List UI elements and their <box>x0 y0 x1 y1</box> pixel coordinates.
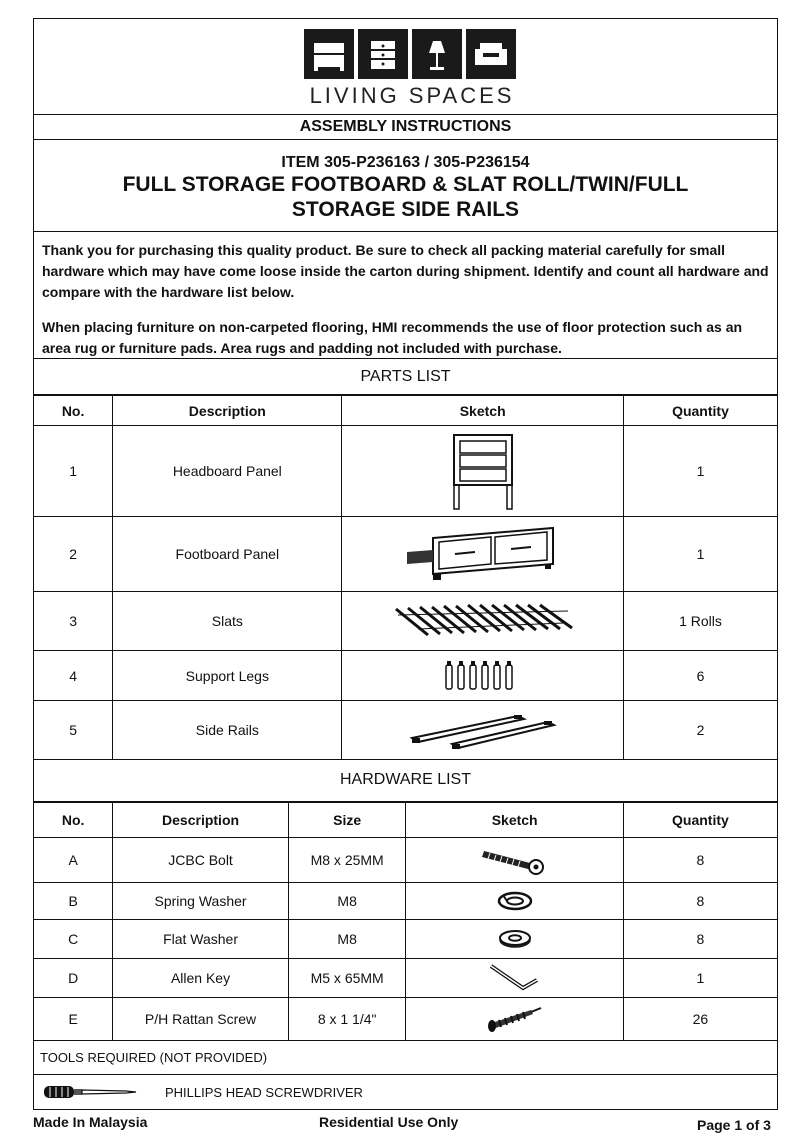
footboard-icon <box>342 517 624 592</box>
table-row <box>34 592 777 651</box>
part-quantity: 1 <box>623 426 777 517</box>
support-legs-icon <box>342 651 624 701</box>
bolt-icon <box>406 838 623 883</box>
screw-icon <box>406 998 623 1041</box>
col-quantity: Quantity <box>623 396 777 426</box>
hardware-quantity: 8 <box>623 920 777 959</box>
hardware-no: C <box>34 920 113 959</box>
bed-icon <box>304 29 354 79</box>
headboard-icon <box>342 426 624 517</box>
intro-text <box>34 232 777 359</box>
hardware-description: JCBC Bolt <box>113 838 289 883</box>
table-row <box>34 959 777 998</box>
table-row <box>34 517 777 592</box>
footer-origin: Made In Malaysia <box>33 1114 148 1130</box>
allen-key-icon <box>406 959 623 998</box>
hardware-quantity: 8 <box>623 838 777 883</box>
col-description: Description <box>113 396 342 426</box>
part-description: Slats <box>113 592 342 651</box>
intro-paragraph-1: Thank you for purchasing this quality product. Be sure to check all packing material carefully for small hardware which may have come loose inside the carton during shipment. Identify and count all hardware and compare with the hardware list below. <box>42 242 769 300</box>
armchair-icon <box>466 29 516 79</box>
table-row <box>34 651 777 701</box>
col-sketch: Sketch <box>406 803 623 838</box>
footer-use: Residential Use Only <box>319 1114 459 1130</box>
part-quantity: 1 Rolls <box>623 592 777 651</box>
brand-header <box>34 19 777 115</box>
hardware-description: P/H Rattan Screw <box>113 998 289 1041</box>
tools-required-heading: TOOLS REQUIRED (NOT PROVIDED) <box>34 1040 777 1075</box>
parts-header-row <box>34 396 777 426</box>
part-no: 5 <box>34 701 113 760</box>
hardware-size: M5 x 65MM <box>288 959 406 998</box>
hardware-description: Spring Washer <box>113 883 289 920</box>
hardware-quantity: 8 <box>623 883 777 920</box>
instruction-sheet <box>33 18 778 1110</box>
part-description: Footboard Panel <box>113 517 342 592</box>
parts-table <box>34 395 777 760</box>
hardware-no: D <box>34 959 113 998</box>
item-heading <box>34 140 777 232</box>
slats-icon <box>342 592 624 651</box>
spring-washer-icon <box>406 883 623 920</box>
screwdriver-icon <box>42 1082 138 1102</box>
hardware-size: 8 x 1 1/4" <box>288 998 406 1041</box>
col-quantity: Quantity <box>623 803 777 838</box>
intro-paragraph-2: When placing furniture on non-carpeted flooring, HMI recommends the use of floor protection such as an area rug or furniture pads. Area rugs and padding not included with purchase. <box>42 319 743 356</box>
brand-logo <box>304 29 516 79</box>
hardware-header-row <box>34 803 777 838</box>
col-sketch: Sketch <box>342 396 624 426</box>
product-name-line1: FULL STORAGE FOOTBOARD & SLAT ROLL/TWIN/FULL <box>122 173 689 196</box>
part-quantity: 2 <box>623 701 777 760</box>
side-rails-icon <box>342 701 624 760</box>
col-description: Description <box>113 803 289 838</box>
flat-washer-icon <box>406 920 623 959</box>
part-no: 1 <box>34 426 113 517</box>
hardware-description: Allen Key <box>113 959 289 998</box>
table-row <box>34 426 777 517</box>
table-row <box>34 920 777 959</box>
hardware-table <box>34 802 777 1041</box>
part-description: Support Legs <box>113 651 342 701</box>
document-title: ASSEMBLY INSTRUCTIONS <box>34 115 777 140</box>
hardware-no: E <box>34 998 113 1041</box>
nightstand-icon <box>358 29 408 79</box>
parts-list-heading: PARTS LIST <box>34 359 777 395</box>
part-no: 3 <box>34 592 113 651</box>
brand-name: LIVING SPACES <box>309 83 515 108</box>
tool-name: PHILLIPS HEAD SCREWDRIVER <box>165 1085 363 1100</box>
item-number: ITEM 305-P236163 / 305-P236154 <box>281 154 530 171</box>
hardware-size: M8 <box>288 920 406 959</box>
tool-item <box>34 1075 777 1109</box>
part-description: Headboard Panel <box>113 426 342 517</box>
part-no: 2 <box>34 517 113 592</box>
col-size: Size <box>288 803 406 838</box>
table-row <box>34 883 777 920</box>
col-no: No. <box>34 803 113 838</box>
hardware-quantity: 26 <box>623 998 777 1041</box>
table-row <box>34 838 777 883</box>
table-row <box>34 998 777 1041</box>
part-description: Side Rails <box>113 701 342 760</box>
hardware-quantity: 1 <box>623 959 777 998</box>
hardware-description: Flat Washer <box>113 920 289 959</box>
hardware-no: A <box>34 838 113 883</box>
hardware-size: M8 x 25MM <box>288 838 406 883</box>
lamp-icon <box>412 29 462 79</box>
hardware-size: M8 <box>288 883 406 920</box>
product-name-line2: STORAGE SIDE RAILS <box>291 198 520 221</box>
part-no: 4 <box>34 651 113 701</box>
part-quantity: 1 <box>623 517 777 592</box>
part-quantity: 6 <box>623 651 777 701</box>
hardware-list-heading: HARDWARE LIST <box>34 759 777 802</box>
footer-page: Page 1 of 3 <box>697 1117 771 1133</box>
hardware-no: B <box>34 883 113 920</box>
col-no: No. <box>34 396 113 426</box>
table-row <box>34 701 777 760</box>
